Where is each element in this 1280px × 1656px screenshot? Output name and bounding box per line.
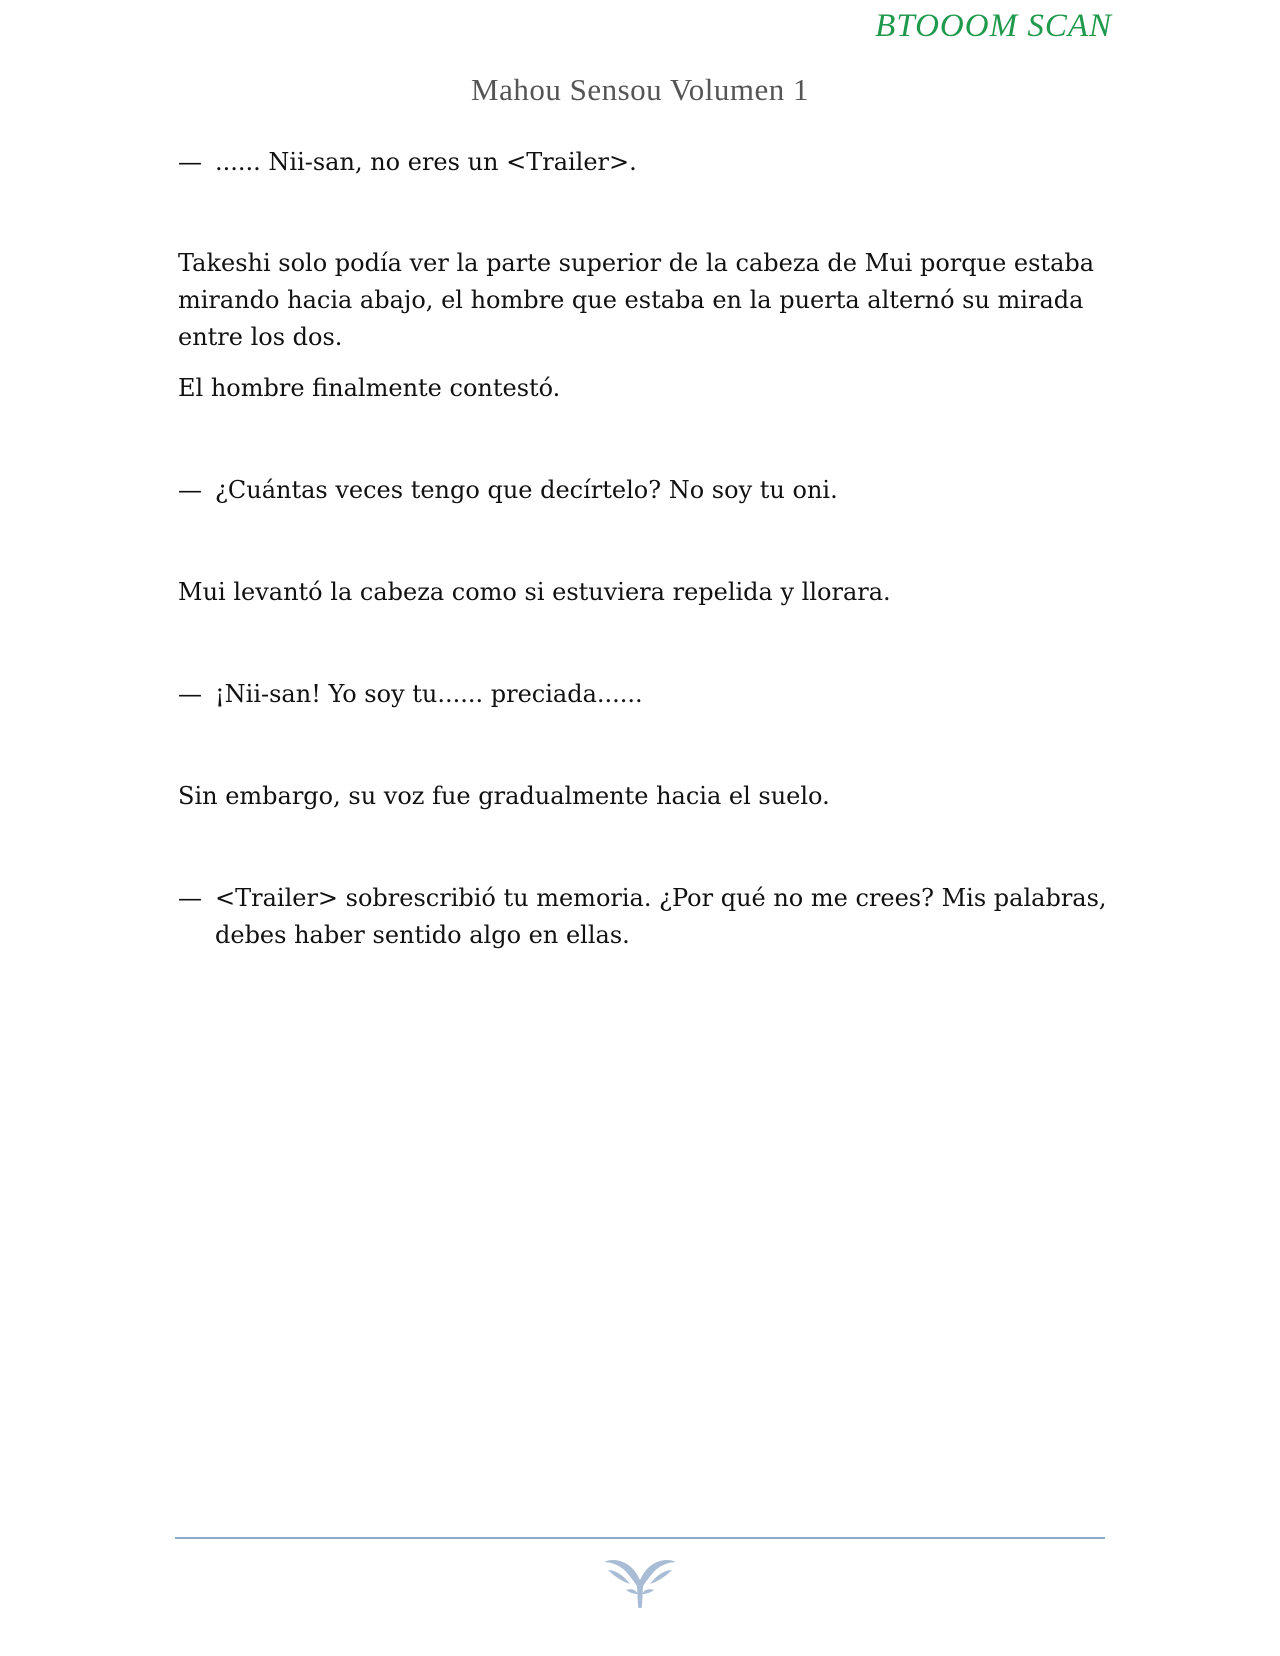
- dialogue-dash: —: [178, 680, 202, 708]
- dialogue-dash: —: [178, 476, 202, 504]
- page-body: [178, 140, 1118, 954]
- narration-paragraph: Mui levantó la cabeza como si estuviera repelida y llorara.: [178, 578, 891, 606]
- narration-paragraph: El hombre finalmente contestó.: [178, 374, 561, 402]
- narration-paragraph: Takeshi solo podía ver la parte superior de la cabeza de Mui porque estaba mirando hacia abajo, el hombre que estaba en la puerta alternó su mirada entre los dos.: [178, 249, 1095, 351]
- dialogue-text: ¡Nii-san! Yo soy tu...... preciada......: [215, 680, 643, 708]
- footer-divider: [175, 1537, 1105, 1539]
- dialogue-text: <Trailer> sobrescribió tu memoria. ¿Por qué no me crees? Mis palabras, debes haber sentido algo en ellas.: [215, 884, 1107, 949]
- page-header-title: Mahou Sensou Volumen 1: [471, 72, 809, 107]
- dialogue-line: [140, 472, 1118, 509]
- scanlation-watermark: BTOOOM SCAN: [875, 8, 1112, 44]
- dialogue-line: [140, 144, 1118, 181]
- fleuron-ornament-icon: [602, 1556, 678, 1610]
- narration-paragraph: Sin embargo, su voz fue gradualmente hacia el suelo.: [178, 782, 830, 810]
- dialogue-dash: —: [178, 148, 202, 176]
- dialogue-text: ¿Cuántas veces tengo que decírtelo? No soy tu oni.: [215, 476, 838, 504]
- dialogue-line: [140, 676, 1118, 713]
- dialogue-dash: —: [178, 884, 202, 912]
- dialogue-line: [140, 880, 1118, 954]
- dialogue-text: ...... Nii-san, no eres un <Trailer>.: [215, 148, 637, 176]
